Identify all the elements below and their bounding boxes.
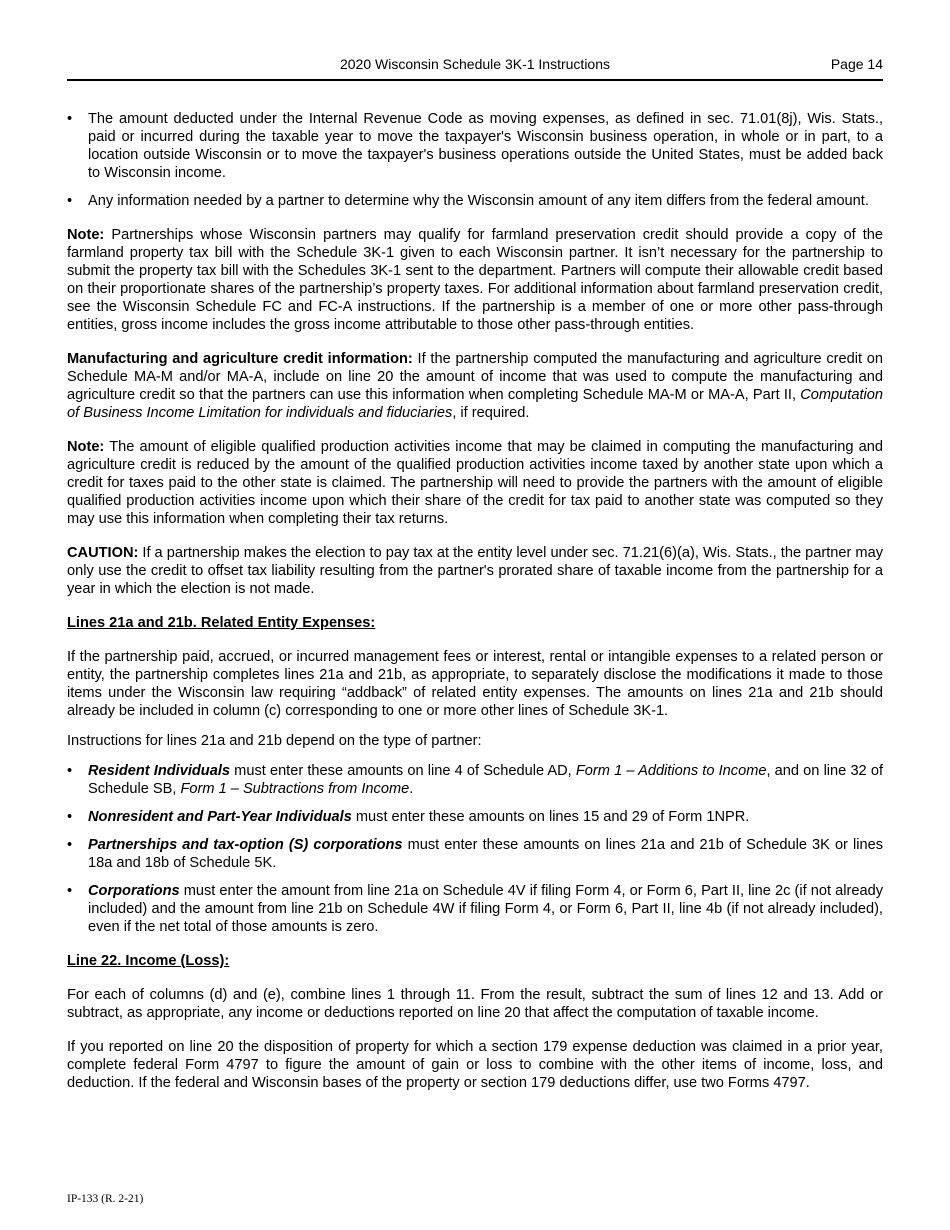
- note-text: The amount of eligible qualified production activities income that may be claimed in computing the manufacturing and agriculture credit is reduced by the amount of the qualified production activities income taxed by another state upon which a credit for taxes paid to the other state is claimed. The partnership will need to provide the partners with the amount of eligible qualified production activities income upon which their share of the credit for tax paid to another state was computed so they may use this information when completing their tax returns.: [67, 439, 883, 527]
- line-22-paragraph-2: If you reported on line 20 the disposition of property for which a section 179 expense deduction was claimed in a prior year, complete federal Form 4797 to figure the amount of gain or loss to combine with the other items of income, loss, and deduction. If the federal and Wisconsin bases of the property or section 179 deductions differ, use two Forms 4797.: [67, 1039, 883, 1091]
- bullet-icon: •: [67, 837, 73, 853]
- list-item: [67, 762, 883, 798]
- bullet-text: .: [409, 781, 414, 797]
- farmland-note: [67, 226, 883, 334]
- list-item: [67, 192, 883, 210]
- page-header: [67, 55, 883, 81]
- header-title: 2020 Wisconsin Schedule 3K-1 Instructions: [339, 56, 611, 72]
- mfg-form-title: Computation of Business Income Limitation for individuals and fiduciaries: [67, 387, 883, 421]
- note-text: Partnerships whose Wisconsin partners may qualify for farmland preservation credit should provide a copy of the farmland property tax bill with the Schedule 3K-1 given to each Wisconsin partner. It isn’t necessary for the partnership to submit the property tax bill with the Schedules 3K-1 sent to the department. Partners will compute their allowable credit based on their proportionate shares of the partnership’s property taxes. For additional information about farmland preservation credit, see the Wisconsin Schedule FC and FC-A instructions. If the partnership is a member of one or more other pass-through entities, gross income includes the gross income attributable to those other pass-through entities.: [67, 227, 883, 333]
- moving-expense-bullets: [67, 110, 883, 210]
- caution-text: If a partnership makes the election to pay tax at the entity level under sec. 71.21(6)(a), Wis. Stats., the partner may only use the credit to offset tax liability resulting from the partner's prorated share of taxable income from the partnership for a year in which the election is not made.: [67, 545, 883, 597]
- page-number: Page 14: [830, 56, 883, 72]
- note-label: Note:: [67, 439, 105, 455]
- bullet-icon: •: [67, 809, 73, 825]
- bullet-icon: •: [67, 763, 73, 779]
- list-item: [67, 836, 883, 872]
- lines-21-intro: Instructions for lines 21a and 21b depend on the type of partner:: [67, 733, 482, 749]
- caution-paragraph: [67, 544, 883, 598]
- bullet-text: must enter these amounts on lines 21a and 21b of Schedule 3K or lines 18a and 18b of Schedule 5K.: [88, 837, 883, 871]
- bullet-text: The amount deducted under the Internal Revenue Code as moving expenses, as defined in sec. 71.01(8j), Wis. Stats., paid or incurred during the taxable year to move the taxpayer's Wisconsin business operation, in whole or in part, to a location outside Wisconsin or to move the taxpayer's business operations outside the United States, must be added back to Wisconsin income.: [88, 111, 883, 181]
- body-content: [67, 110, 883, 1108]
- form-title: Form 1 – Additions to Income: [575, 763, 767, 779]
- list-item: [67, 110, 883, 182]
- bullet-text: must enter these amounts on line 4 of Schedule AD,: [230, 763, 576, 779]
- partner-type-label: Partnerships and tax-option (S) corporations: [88, 837, 403, 853]
- section-heading-line-22: Line 22. Income (Loss):: [67, 953, 230, 969]
- mfg-text-end: , if required.: [452, 405, 530, 421]
- qpai-note: [67, 438, 883, 528]
- bullet-icon: •: [67, 111, 73, 127]
- bullet-text: must enter the amount from line 21a on Schedule 4V if filing Form 4, or Form 6, Part II, line 2c (if not already included) and the amount from line 21b on Schedule 4W if filing Form 4, or Form 6, Part II, line 4b (if not already included), even if the net total of those amounts is zero.: [88, 883, 883, 935]
- mfg-credit-info: [67, 350, 883, 422]
- section-heading-lines-21: Lines 21a and 21b. Related Entity Expenses:: [67, 615, 376, 631]
- lines-21-paragraph: If the partnership paid, accrued, or incurred management fees or interest, rental or intangible expenses to a related person or entity, the partnership completes lines 21a and 21b, as appropriate, to separately disclose the modifications it made to those items under the Wisconsin law requiring “addback” of related entity expenses. The amounts on lines 21a and 21b should already be included in column (c) corresponding to one or more other lines of Schedule 3K-1.: [67, 649, 883, 719]
- note-label: Note:: [67, 227, 105, 243]
- list-item: [67, 808, 883, 826]
- bullet-text: , and on line 32 of Schedule SB,: [88, 763, 883, 797]
- partner-type-label: Nonresident and Part-Year Individuals: [88, 809, 352, 825]
- list-item: [67, 882, 883, 936]
- mfg-text: If the partnership computed the manufacturing and agriculture credit on Schedule MA-M and/or MA-A, include on line 20 the amount of income that was used to compute the manufacturing and agriculture credit so that the partners can use this information when completing Schedule MA-M or MA-A, Part II,: [67, 351, 883, 403]
- mfg-label: Manufacturing and agriculture credit information:: [67, 351, 413, 367]
- bullet-text: Any information needed by a partner to determine why the Wisconsin amount of any item differs from the federal amount.: [88, 193, 869, 209]
- partner-type-label: Resident Individuals: [88, 763, 231, 779]
- bullet-text: must enter these amounts on lines 15 and 29 of Form 1NPR.: [351, 809, 750, 825]
- line-22-paragraph-1: For each of columns (d) and (e), combine lines 1 through 11. From the result, subtract the sum of lines 12 and 13. Add or subtract, as appropriate, any income or deductions reported on line 20 that affect the computation of taxable income.: [67, 987, 883, 1021]
- form-revision-footer: IP-133 (R. 2-21): [67, 1193, 144, 1205]
- bullet-icon: •: [67, 883, 73, 899]
- bullet-icon: •: [67, 193, 73, 209]
- partner-type-bullets: [67, 762, 883, 936]
- partner-type-label: Corporations: [88, 883, 180, 899]
- form-title: Form 1 – Subtractions from Income: [180, 781, 410, 797]
- caution-label: CAUTION:: [67, 545, 139, 561]
